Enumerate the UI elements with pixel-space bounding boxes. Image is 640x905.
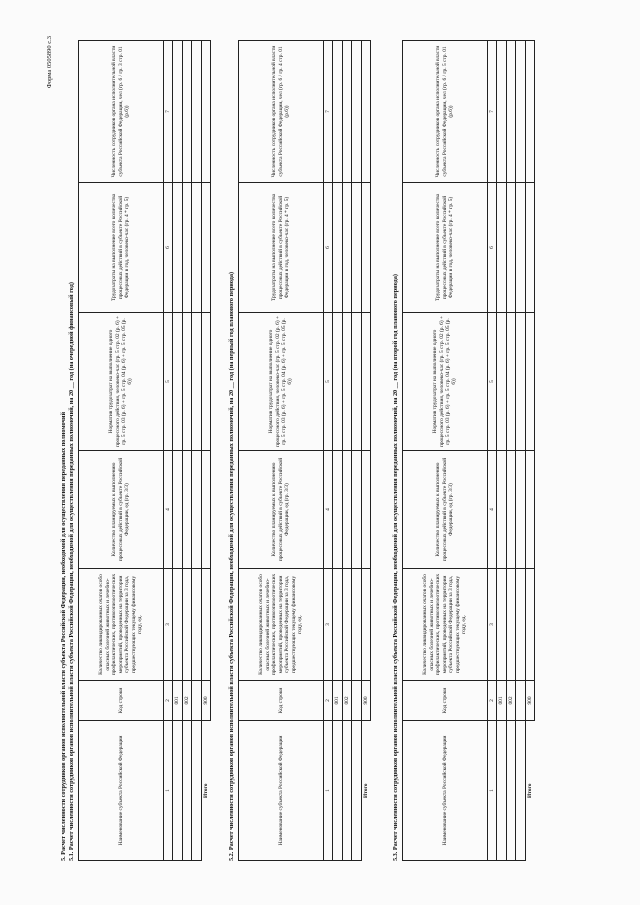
- main-title: 5. Расчет численности сотрудников органов исполнительной власти субъекта Российской Федерации, необходимой для осуществления переданных полномочий: [60, 411, 67, 861]
- cell: [516, 451, 526, 569]
- table-row: [333, 41, 343, 861]
- total-row: [201, 41, 211, 861]
- col-number: 3: [324, 569, 333, 681]
- col-number: 6: [488, 183, 497, 313]
- col-header: Трудозатраты на выполнение всего количества процессных действий в субъекте Российской Федерации в год, человеко-час (гр. 4 * гр. 5): [239, 183, 324, 313]
- col-number: 2: [164, 681, 173, 721]
- row-code: 001: [173, 681, 183, 721]
- cell: [497, 569, 507, 681]
- cell: [192, 721, 202, 861]
- cell: [525, 313, 535, 451]
- cell: [192, 41, 202, 183]
- cell: [525, 183, 535, 313]
- row-code: 002: [182, 681, 192, 721]
- cell: [342, 569, 352, 681]
- cell: [497, 451, 507, 569]
- cell: [173, 183, 183, 313]
- cell: [497, 183, 507, 313]
- table-row: [516, 41, 526, 861]
- col-number: 2: [324, 681, 333, 721]
- col-number: 6: [324, 183, 333, 313]
- row-code: 001: [497, 681, 507, 721]
- cell: [333, 183, 343, 313]
- col-number: 7: [488, 41, 497, 183]
- cell: [182, 41, 192, 183]
- cell: [516, 41, 526, 183]
- row-code: 001: [333, 681, 343, 721]
- cell: [506, 569, 516, 681]
- section-title-5-1: 5.1. Расчет численности сотрудников органов исполнительной власти субъекта Российской Федерации, необходимой для осуществления переданных полномочий, на 20 __ год (на очередной финансовый год): [68, 282, 75, 861]
- cell: [352, 681, 362, 721]
- cell: [201, 451, 211, 569]
- col-header: Трудозатраты на выполнение всего количества процессных действий в субъекте Российской Федерации в год, человеко-час (гр. 4 * гр. 5): [403, 183, 488, 313]
- cell: [333, 569, 343, 681]
- section-title-5-3: 5.3. Расчет численности сотрудников органов исполнительной власти субъекта Российской Федерации, необходимой для осуществления переданных полномочий, на 20 __ год (на второй год планового периода): [392, 274, 399, 861]
- col-header: Код строки: [239, 681, 324, 721]
- col-number: 7: [164, 41, 173, 183]
- cell: [342, 721, 352, 861]
- cell: [192, 451, 202, 569]
- table-5-2: [238, 40, 371, 861]
- form-id: Форма 0505890 с.3: [46, 36, 53, 89]
- col-number: 3: [488, 569, 497, 681]
- row-code: 002: [506, 681, 516, 721]
- cell: [201, 41, 211, 183]
- col-number: 7: [324, 41, 333, 183]
- col-number: 5: [164, 313, 173, 451]
- col-header: Количество планируемых к выполнению процессных действий в субъекте Российской Федерации, ед (гр. 3/3): [239, 451, 324, 569]
- cell: [201, 183, 211, 313]
- total-label: Итого: [527, 783, 534, 798]
- cell: [182, 569, 192, 681]
- cell: [352, 183, 362, 313]
- col-number: 6: [164, 183, 173, 313]
- cell: [333, 451, 343, 569]
- table-5-3: [402, 40, 535, 861]
- total-code: 900: [525, 681, 535, 721]
- col-header: Численность сотрудников органа исполнительной власти субъекта Российской Федерации, чел (гр. 6 / гр. 3 стр. 01 (р.6)): [79, 41, 164, 183]
- col-header: Количество ликвидированных очагов особо опасных болезней животных и лечебно-профилактических, противоэпизоотических мероприятий, проведенных на территории субъекта Российской Федерации за 3 года, предшествующих текущему финансовому году, ед.: [403, 569, 488, 681]
- cell: [497, 313, 507, 451]
- cell: [342, 313, 352, 451]
- table-row: [182, 41, 192, 861]
- cell: [516, 183, 526, 313]
- col-header: Наименование субъекта Российской Федерации: [239, 721, 324, 861]
- row-code: 002: [342, 681, 352, 721]
- cell: [342, 451, 352, 569]
- table-row: [352, 41, 362, 861]
- cell: [525, 451, 535, 569]
- cell: [497, 721, 507, 861]
- cell: [352, 569, 362, 681]
- cell: [192, 569, 202, 681]
- cell: [201, 569, 211, 681]
- col-number: 5: [324, 313, 333, 451]
- cell: [506, 721, 516, 861]
- cell: [516, 313, 526, 451]
- col-number: 3: [164, 569, 173, 681]
- cell: [182, 183, 192, 313]
- cell: [342, 41, 352, 183]
- table-row: [173, 41, 183, 861]
- table-row: [506, 41, 516, 861]
- cell: [173, 721, 183, 861]
- cell: [361, 451, 371, 569]
- cell: [192, 183, 202, 313]
- col-number: 4: [164, 451, 173, 569]
- col-header: Количество планируемых к выполнению процессных действий в субъекте Российской Федерации, ед (гр. 3/3): [79, 451, 164, 569]
- col-header: Численность сотрудников органа исполнительной власти субъекта Российской Федерации, чел (гр. 6 / гр. 4 стр. 01 (р.6)): [239, 41, 324, 183]
- col-header: Количество ликвидированных очагов особо опасных болезней животных и лечебно-профилактических, противоэпизоотических мероприятий, проведенных на территории субъекта Российской Федерации за 3 года, предшествующих текущему финансовому году, ед.: [239, 569, 324, 681]
- total-label: Итого: [363, 783, 370, 798]
- total-label: Итого: [203, 783, 210, 798]
- col-header: Норматив трудозатрат на выполнение одного процессного действия, человеко-час (гр. 5 стр. 02 (р. 6) + гр. 5 стр. 03 (р. 6) + гр. 5 стр. 04 (р. 6) + гр. 5 стр. 05 (р. 6)): [239, 313, 324, 451]
- col-number: 1: [164, 721, 173, 861]
- cell: [182, 451, 192, 569]
- col-header: Код строки: [403, 681, 488, 721]
- col-number: 2: [488, 681, 497, 721]
- cell: [361, 569, 371, 681]
- cell: [173, 313, 183, 451]
- cell: [342, 183, 352, 313]
- cell: [182, 721, 192, 861]
- cell: [182, 313, 192, 451]
- cell: [506, 313, 516, 451]
- table-row: [497, 41, 507, 861]
- cell: [361, 183, 371, 313]
- cell: [361, 41, 371, 183]
- cell: [516, 721, 526, 861]
- cell: [192, 313, 202, 451]
- cell: [506, 451, 516, 569]
- table-5-1: [78, 40, 211, 861]
- cell: [333, 41, 343, 183]
- col-header: Трудозатраты на выполнение всего количества процессных действий в субъекте Российской Федерации в год, человеко-час (гр. 4 * гр. 5): [79, 183, 164, 313]
- table-row: [192, 41, 202, 861]
- cell: [516, 681, 526, 721]
- cell: [497, 41, 507, 183]
- col-header: Количество планируемых к выполнению процессных действий в субъекте Российской Федерации, ед (гр. 3/3): [403, 451, 488, 569]
- col-number: 1: [488, 721, 497, 861]
- cell: [525, 569, 535, 681]
- table-row: [342, 41, 352, 861]
- cell: [352, 721, 362, 861]
- col-header: Код строки: [79, 681, 164, 721]
- cell: [352, 313, 362, 451]
- col-number: 4: [324, 451, 333, 569]
- col-header: Наименование субъекта Российской Федерации: [79, 721, 164, 861]
- total-code: 900: [201, 681, 211, 721]
- cell: [352, 41, 362, 183]
- col-header: Количество ликвидированных очагов особо опасных болезней животных и лечебно-профилактических, противоэпизоотических мероприятий, проведенных на территории субъекта Российской Федерации за 3 года, предшествующих текущему финансовому году, ед.: [79, 569, 164, 681]
- col-number: 1: [324, 721, 333, 861]
- cell: [173, 41, 183, 183]
- cell: [333, 313, 343, 451]
- total-row: [525, 41, 535, 861]
- cell: [333, 721, 343, 861]
- cell: [173, 569, 183, 681]
- cell: [506, 183, 516, 313]
- cell: [352, 451, 362, 569]
- col-header: Наименование субъекта Российской Федерации: [403, 721, 488, 861]
- cell: [361, 313, 371, 451]
- col-number: 5: [488, 313, 497, 451]
- cell: [192, 681, 202, 721]
- cell: [525, 41, 535, 183]
- cell: [506, 41, 516, 183]
- total-code: 900: [361, 681, 371, 721]
- cell: [173, 451, 183, 569]
- cell: [516, 569, 526, 681]
- col-number: 4: [488, 451, 497, 569]
- col-header: Численность сотрудников органа исполнительной власти субъекта Российской Федерации, чел (гр. 6 / гр. 5 стр. 01 (р.6)): [403, 41, 488, 183]
- section-title-5-2: 5.2. Расчет численности сотрудников органов исполнительной власти субъекта Российской Федерации, необходимой для осуществления переданных полномочий, на 20 __ год (на первый год планового периода): [228, 271, 235, 861]
- cell: [201, 313, 211, 451]
- col-header: Норматив трудозатрат на выполнение одного процессного действия, человеко-час (гр. 5 стр. 02 (р. 6) + гр. 5 стр. 03 (р. 6) + гр. 5 стр. 04 (р. 6) + гр. 5 стр. 05 (р. 6)): [403, 313, 488, 451]
- total-row: [361, 41, 371, 861]
- col-header: Норматив трудозатрат на выполнение одного процессного действия, человеко-час (гр. 5 стр. 02 (р. 6) + гр. 5 стр. 03 (р. 6) + гр. 5 стр. 04 (р. 6) + гр. 5 стр. 05 (р. 6)): [79, 313, 164, 451]
